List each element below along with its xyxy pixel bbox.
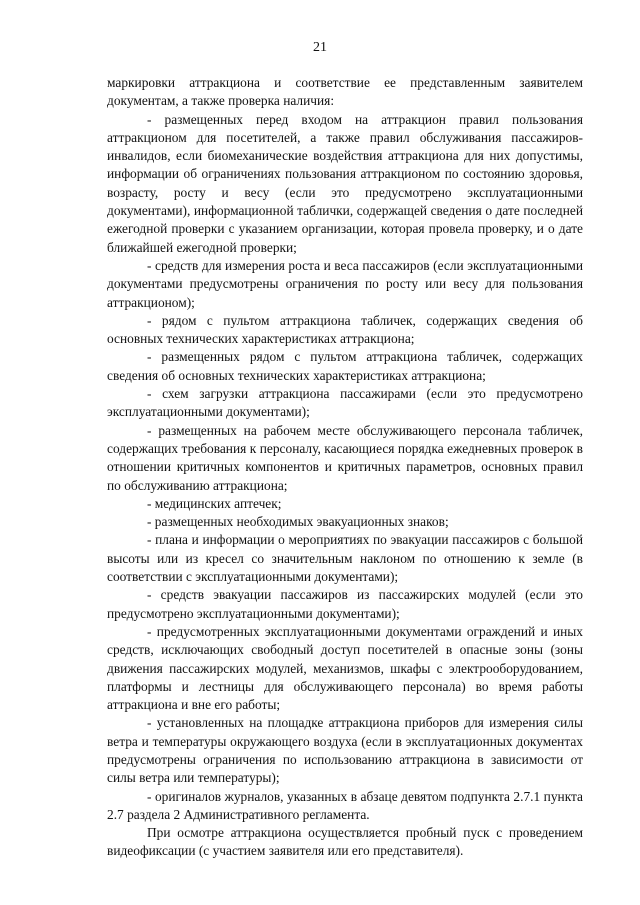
paragraph-test-run: При осмотре аттракциона осуществляется пробный пуск с проведением видеофиксации (с участием заявителя или его представителя).: [107, 825, 583, 859]
paragraph-wind-temperature-devices: - установленных на площадке аттракциона приборов для измерения силы ветра и температуры окружающего воздуха (если в эксплуатационных документах предусмотрены ограничения по использованию аттракциона в зависимости от силы ветра или температуры);: [107, 715, 583, 786]
paragraph-staff-plates: - размещенных на рабочем месте обслуживающего персонала табличек, содержащих требования к персоналу, касающиеся порядка ежедневных проверок в отношении критичных компонентов и критичных параметров, основных правил по обслуживанию аттракциона;: [107, 422, 583, 493]
document-body: [107, 74, 583, 861]
paragraph-first-aid-kits: - медицинских аптечек;: [147, 495, 282, 511]
paragraph-rules-at-entrance: - размещенных перед входом на аттракцион правил пользования аттракционом для посетителей, а также правил обслуживания пассажиров-инвалидов, если биомеханические воздействия аттракциона для них допустимы, информации об ограничениях пользования аттракционом по состоянию здоровья, возрасту, росту и весу (если это предусмотрено эксплуатационными документами), информационной таблички, содержащей сведения о дате последней ежегодной проверки с указанием организации, которая провела проверку, и о дате ближайшей ежегодной проверки;: [107, 111, 583, 255]
page-number: 21: [313, 40, 327, 55]
paragraph-console-plates-placed: - размещенных рядом с пультом аттракциона табличек, содержащих сведения об основных технических характеристиках аттракциона;: [107, 349, 583, 383]
paragraph-evacuation-signs: - размещенных необходимых эвакуационных знаков;: [147, 514, 449, 530]
paragraph-inspection-intro: маркировки аттракциона и соответствие ее представленным заявителем документам, а также проверка наличия:: [107, 75, 583, 109]
paragraph-evacuation-means: - средств эвакуации пассажиров из пассажирских модулей (если это предусмотрено эксплуатационными документами);: [107, 587, 583, 621]
paragraph-height-weight-tools: - средств для измерения роста и веса пассажиров (если эксплуатационными документами предусмотрены ограничения по росту или весу для пользования аттракционом);: [107, 257, 583, 310]
paragraph-evacuation-plan: - плана и информации о мероприятиях по эвакуации пассажиров с большой высоты или из кресел со значительным наклоном по отношению к земле (в соответствии с эксплуатационными документами);: [107, 532, 583, 585]
paragraph-console-plates: - рядом с пультом аттракциона табличек, содержащих сведения об основных технических характеристиках аттракциона;: [107, 312, 583, 347]
paragraph-original-logs: - оригиналов журналов, указанных в абзаце девятом подпункта 2.7.1 пункта 2.7 раздела 2 Административного регламента.: [107, 788, 583, 822]
paragraph-fences: - предусмотренных эксплуатационными документами ограждений и иных средств, исключающих свободный доступ посетителей в опасные зоны (зоны движения пассажирских модулей, механизмов, шкафы с электрооборудованием, платформы и лестницы для обслуживающего персонала) во время работы аттракциона и вне его работы;: [107, 623, 583, 713]
paragraph-loading-schemes: - схем загрузки аттракциона пассажирами (если это предусмотрено эксплуатационными документами);: [107, 386, 583, 420]
